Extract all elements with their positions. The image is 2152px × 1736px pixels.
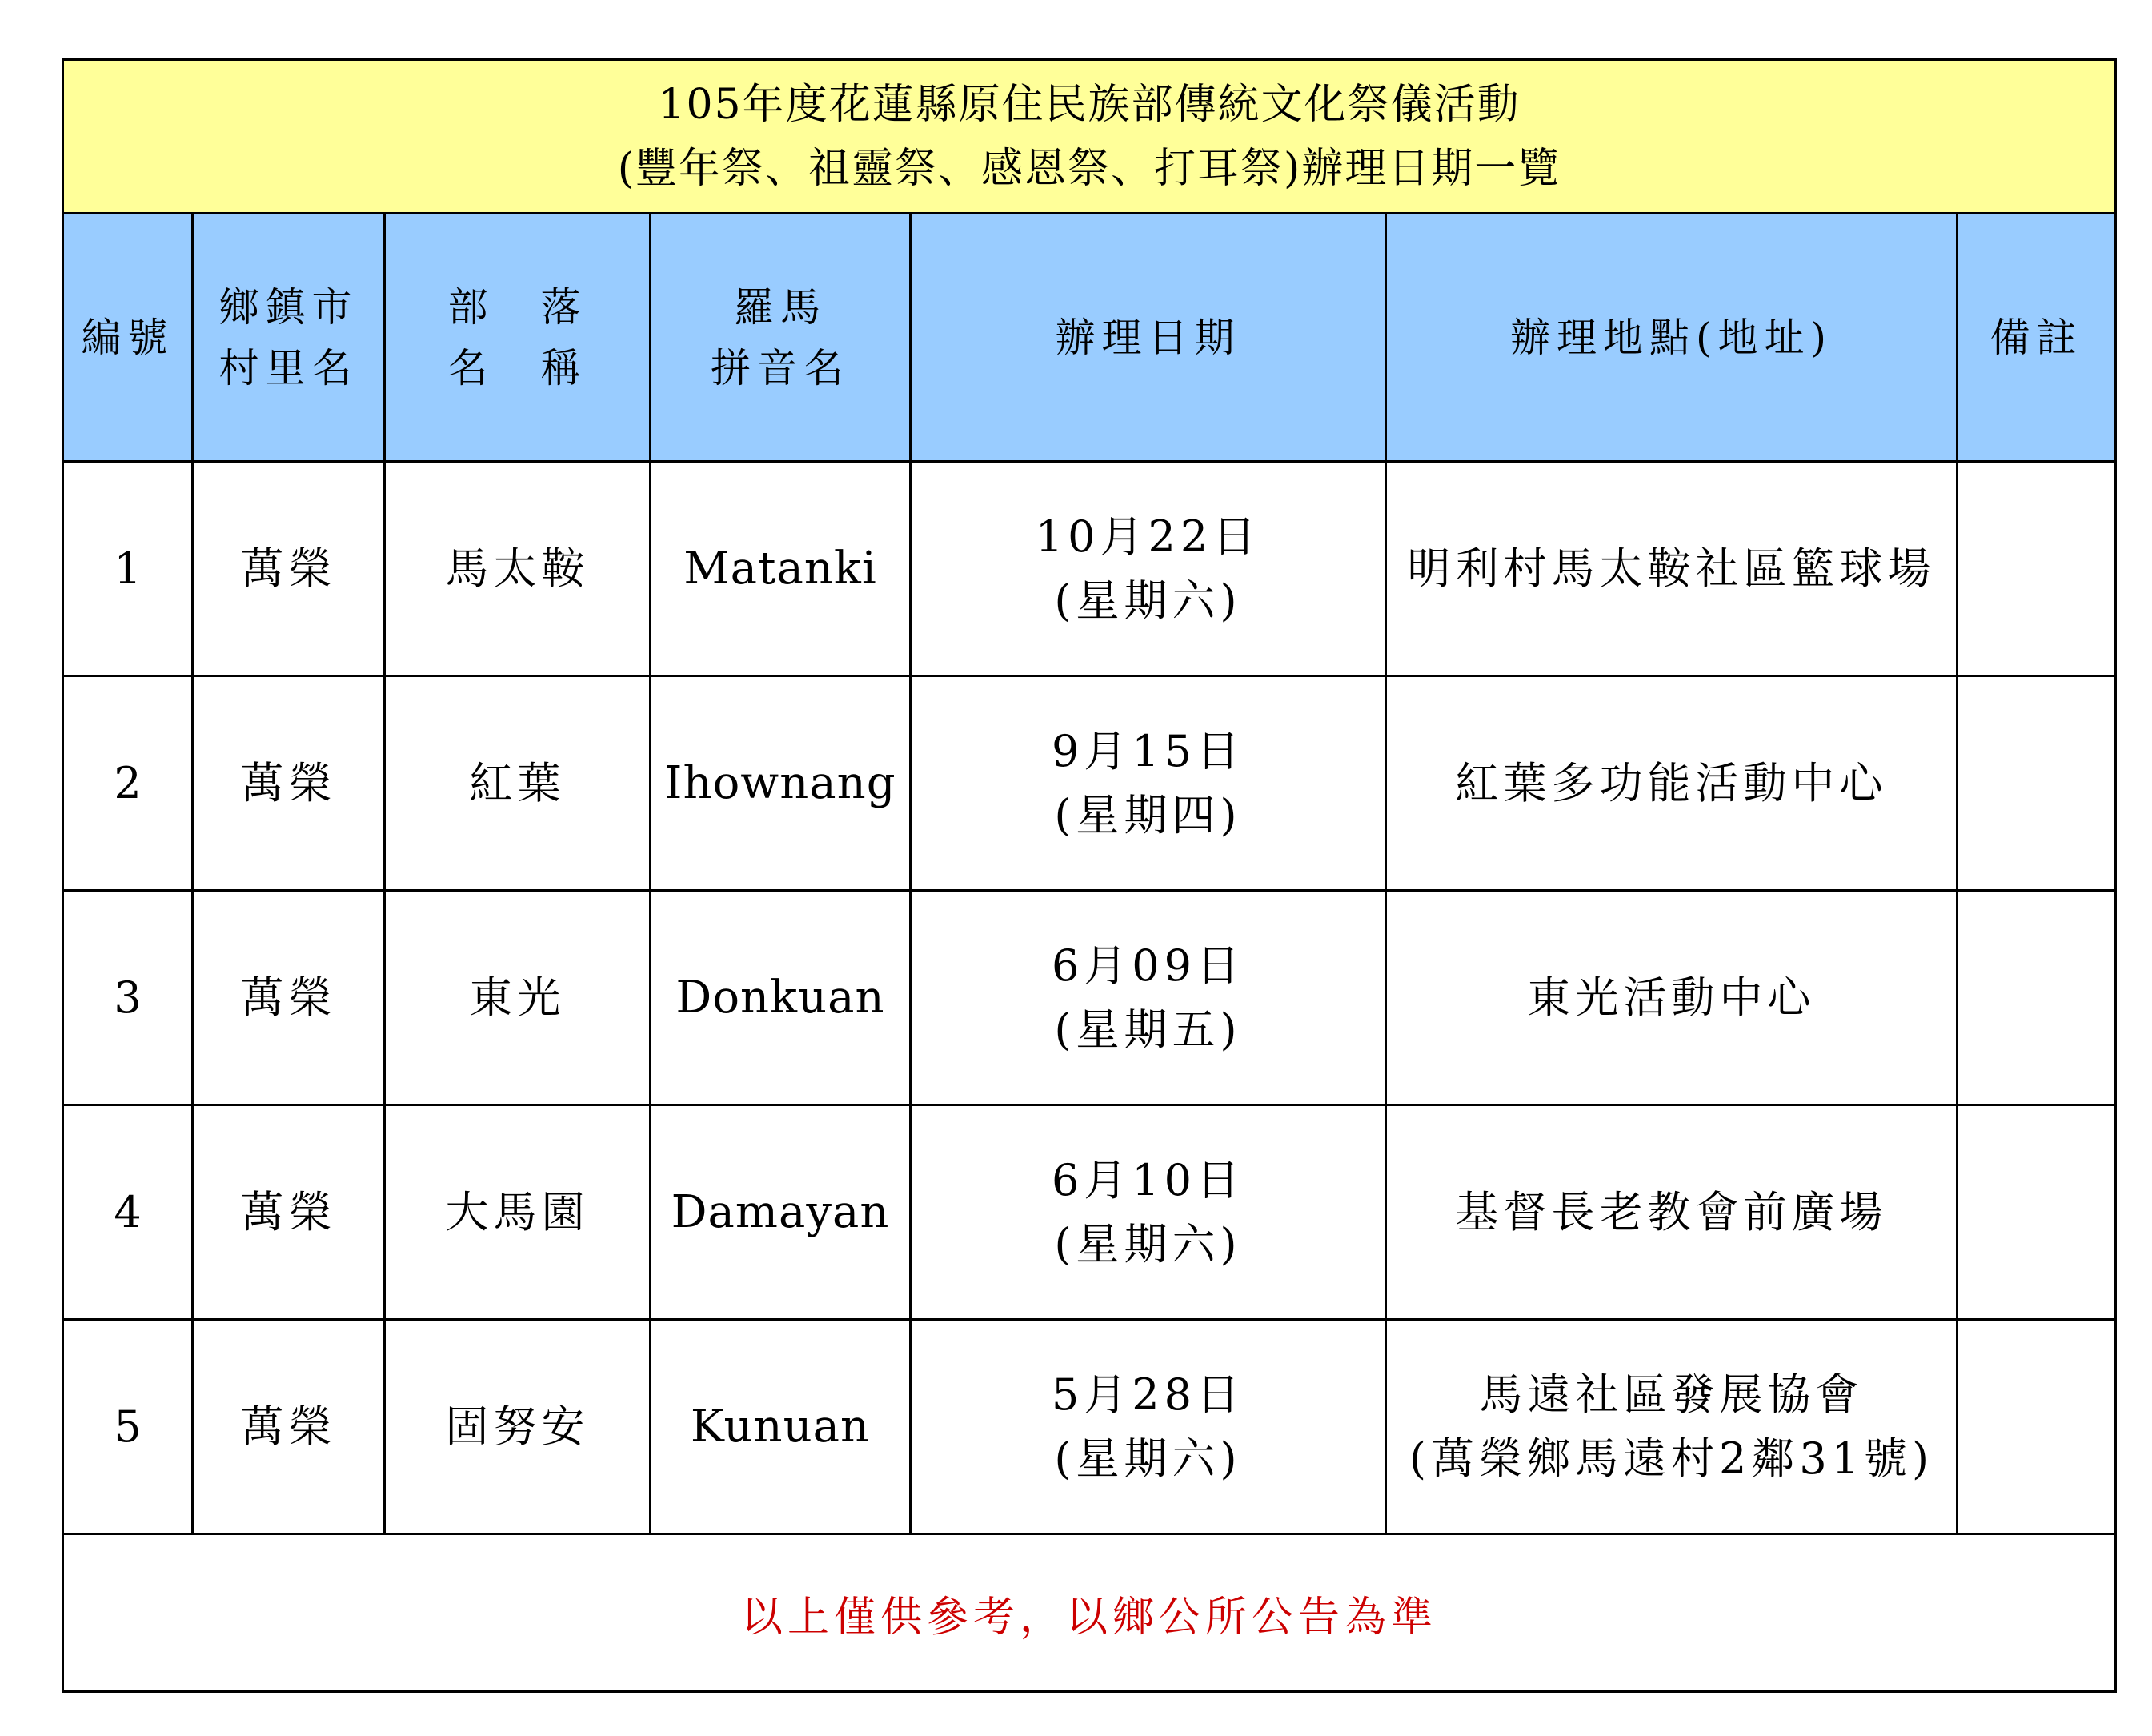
title-line-2: (豐年祭、祖靈祭、感恩祭、打耳祭)辦理日期一覽 bbox=[617, 144, 1561, 193]
cell-date-value: 10月22日 bbox=[1035, 511, 1261, 562]
cell-weekday: (星期六) bbox=[1054, 575, 1242, 626]
cell-remarks bbox=[1958, 462, 2116, 676]
cell-location: 馬遠社區發展協會 (萬榮鄉馬遠村2鄰31號) bbox=[1386, 1320, 1958, 1534]
cell-date bbox=[911, 891, 1386, 1105]
cell-location: 東光活動中心 bbox=[1386, 891, 1958, 1105]
title-row bbox=[63, 60, 2116, 214]
cell-number: 1 bbox=[63, 462, 193, 676]
header-roman: 羅馬 拼音名 bbox=[651, 214, 911, 462]
cell-township: 萬榮 bbox=[193, 1320, 385, 1534]
cell-location: 基督長老教會前廣場 bbox=[1386, 1105, 1958, 1320]
table-row bbox=[63, 891, 2116, 1105]
cell-tribe: 紅葉 bbox=[385, 676, 651, 891]
schedule-table bbox=[62, 58, 2117, 1693]
cell-township: 萬榮 bbox=[193, 891, 385, 1105]
cell-location: 明利村馬太鞍社區籃球場 bbox=[1386, 462, 1958, 676]
cell-date bbox=[911, 676, 1386, 891]
table-row bbox=[63, 462, 2116, 676]
table-row bbox=[63, 1320, 2116, 1534]
table-row bbox=[63, 1105, 2116, 1320]
cell-tribe: 馬太鞍 bbox=[385, 462, 651, 676]
cell-township: 萬榮 bbox=[193, 462, 385, 676]
cell-tribe: 固努安 bbox=[385, 1320, 651, 1534]
cell-tribe: 大馬園 bbox=[385, 1105, 651, 1320]
cell-remarks bbox=[1958, 1320, 2116, 1534]
footer-row bbox=[63, 1534, 2116, 1692]
cell-number: 2 bbox=[63, 676, 193, 891]
title-line-1: 105年度花蓮縣原住民族部傳統文化祭儀活動 bbox=[658, 80, 1521, 129]
header-remarks: 備註 bbox=[1958, 214, 2116, 462]
header-date: 辦理日期 bbox=[911, 214, 1386, 462]
cell-tribe: 東光 bbox=[385, 891, 651, 1105]
cell-number: 3 bbox=[63, 891, 193, 1105]
cell-remarks bbox=[1958, 676, 2116, 891]
cell-date bbox=[911, 1320, 1386, 1534]
cell-date-value: 9月15日 bbox=[1051, 725, 1245, 776]
cell-weekday: (星期四) bbox=[1054, 789, 1242, 840]
cell-weekday: (星期六) bbox=[1054, 1433, 1242, 1484]
table-row bbox=[63, 676, 2116, 891]
cell-date-value: 6月09日 bbox=[1051, 940, 1245, 991]
cell-roman: Ihownang bbox=[651, 676, 911, 891]
cell-remarks bbox=[1958, 891, 2116, 1105]
cell-date-value: 6月10日 bbox=[1051, 1154, 1245, 1205]
cell-remarks bbox=[1958, 1105, 2116, 1320]
cell-number: 5 bbox=[63, 1320, 193, 1534]
header-location: 辦理地點(地址) bbox=[1386, 214, 1958, 462]
cell-location: 紅葉多功能活動中心 bbox=[1386, 676, 1958, 891]
cell-date bbox=[911, 462, 1386, 676]
cell-township: 萬榮 bbox=[193, 1105, 385, 1320]
cell-roman: Damayan bbox=[651, 1105, 911, 1320]
table-title bbox=[63, 60, 2116, 214]
cell-date-value: 5月28日 bbox=[1051, 1369, 1245, 1420]
header-township: 鄉鎮市 村里名 bbox=[193, 214, 385, 462]
cell-weekday: (星期六) bbox=[1054, 1218, 1242, 1269]
header-tribe: 部 落 名 稱 bbox=[385, 214, 651, 462]
cell-roman: Matanki bbox=[651, 462, 911, 676]
header-row bbox=[63, 214, 2116, 462]
cell-township: 萬榮 bbox=[193, 676, 385, 891]
cell-roman: Kunuan bbox=[651, 1320, 911, 1534]
cell-roman: Donkuan bbox=[651, 891, 911, 1105]
reference-note: 以上僅供參考，以鄉公所公告為準 bbox=[63, 1534, 2116, 1692]
cell-date bbox=[911, 1105, 1386, 1320]
header-number: 編號 bbox=[63, 214, 193, 462]
cell-weekday: (星期五) bbox=[1054, 1004, 1242, 1055]
cell-number: 4 bbox=[63, 1105, 193, 1320]
